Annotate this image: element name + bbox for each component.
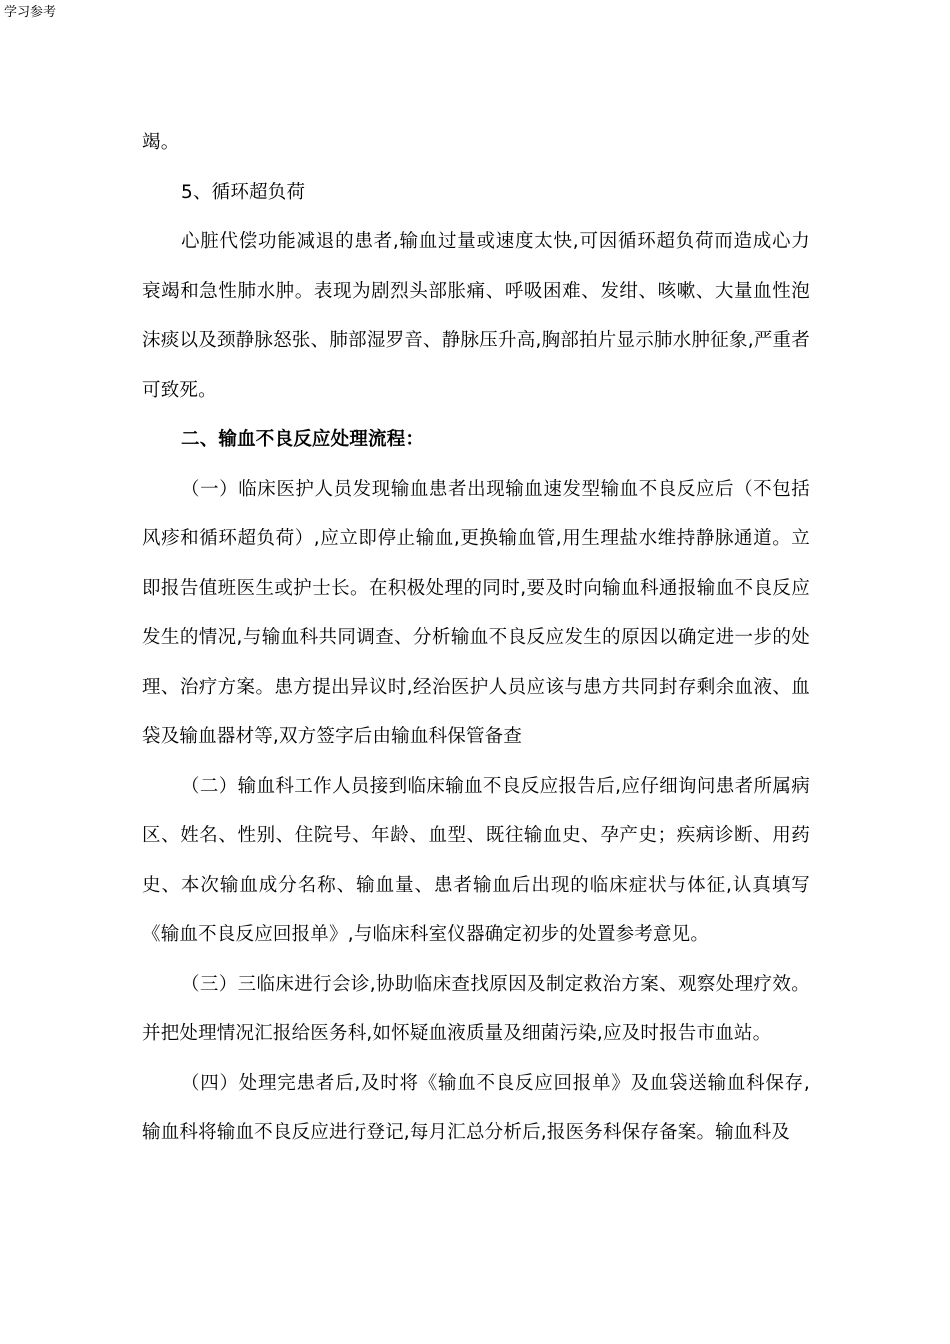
paragraph-step-2: （二）输血科工作人员接到临床输血不良反应报告后,应仔细询问患者所属病区、姓名、性别、住院号、年龄、血型、既往输血史、孕产史；疾病诊断、用药史、本次输血成分名称、输血量、患者输血后出现的临床症状与体征,认真填写《输血不良反应回报单》,与临床科室仪器确定初步的处置参考意见。 (142, 775, 810, 945)
section-heading-process: 二、输血不良反应处理流程： (181, 429, 425, 450)
paragraph-step-3: （三）三临床进行会诊,协助临床查找原因及制定救治方案、观察处理疗效。并把处理情况汇报给医务科,如怀疑血液质量及细菌污染,应及时报告市血站。 (142, 973, 810, 1044)
document-body (142, 118, 810, 1158)
corner-label: 学习参考 (4, 5, 57, 20)
paragraph-step-4: （四）处理完患者后,及时将《输血不良反应回报单》及血袋送输血科保存,输血科将输血不良反应进行登记,每月汇总分析后,报医务科保存备案。输血科及 (142, 1072, 810, 1143)
paragraph-circulatory-overload: 心脏代偿功能减退的患者,输血过量或速度太快,可因循环超负荷而造成心力衰竭和急性肺水肿。表现为剧烈头部胀痛、呼吸困难、发绀、咳嗽、大量血性泡沫痰以及颈静脉怒张、肺部湿罗音、静脉压升高,胸部拍片显示肺水肿征象,严重者可致死。 (142, 231, 810, 401)
subheading-circulatory-overload: 5、循环超负荷 (181, 181, 306, 203)
paragraph-step-1: （一）临床医护人员发现输血患者出现输血速发型输血不良反应后（不包括风疹和循环超负荷）,应立即停止输血,更换输血管,用生理盐水维持静脉通道。立即报告值班医生或护士长。在积极处理的同时,要及时向输血科通报输血不良反应发生的情况,与输血科共同调查、分析输血不良反应发生的原因以确定进一步的处理、治疗方案。患方提出异议时,经治医护人员应该与患方共同封存剩余血液、血袋及输血器材等,双方签字后由输血科保管备查 (142, 478, 810, 747)
paragraph-continuation: 竭。 (142, 132, 180, 153)
